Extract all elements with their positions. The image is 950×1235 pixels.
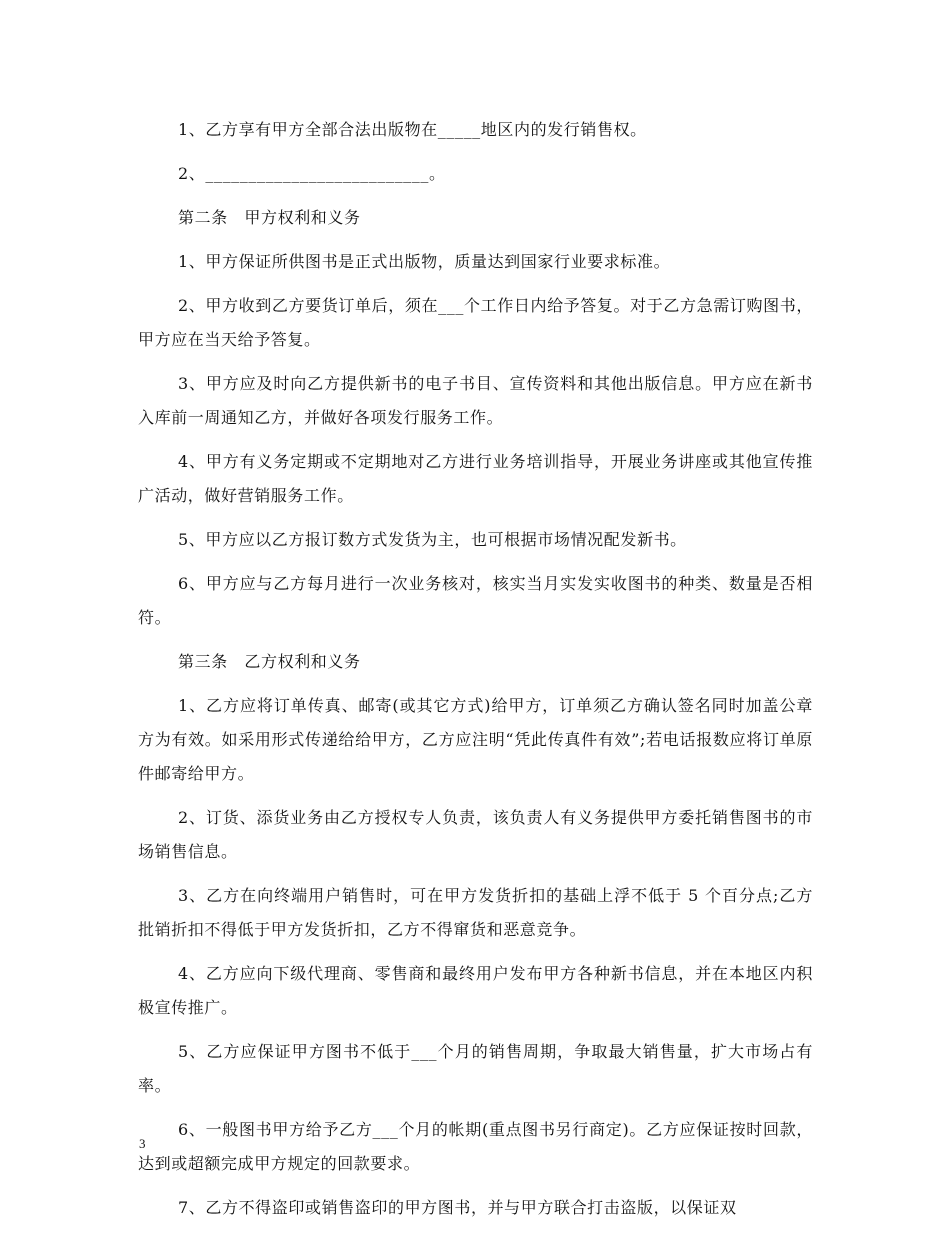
document-body xyxy=(138,113,813,1235)
section-heading-article-3: 第三条 乙方权利和义务 xyxy=(178,652,361,671)
paragraph-article-2-item-5: 5、甲方应以乙方报订数方式发货为主，也可根据市场情况配发新书。 xyxy=(178,530,687,549)
paragraph-clause-1-1: 1、乙方享有甲方全部合法出版物在_____地区内的发行销售权。 xyxy=(178,120,647,139)
paragraph-article-2-item-1: 1、甲方保证所供图书是正式出版物，质量达到国家行业要求标准。 xyxy=(178,252,671,271)
paragraph-article-2-item-4: 4、甲方有义务定期或不定期地对乙方进行业务培训指导，开展业务讲座或其他宣传推广活动，做好营销服务工作。 xyxy=(138,452,813,505)
paragraph-article-3-item-6: 6、一般图书甲方给予乙方___个月的帐期(重点图书另行商定)。乙方应保证按时回款，达到或超额完成甲方规定的回款要求。 xyxy=(138,1120,813,1173)
paragraph-article-3-item-7: 7、乙方不得盗印或销售盗印的甲方图书，并与甲方联合打击盗版，以保证双 xyxy=(178,1198,737,1217)
paragraph-article-3-item-2: 2、订货、添货业务由乙方授权专人负责，该负责人有义务提供甲方委托销售图书的市场销售信息。 xyxy=(138,808,813,861)
paragraph-article-3-item-3: 3、乙方在向终端用户销售时，可在甲方发货折扣的基础上浮不低于 5 个百分点;乙方批销折扣不得低于甲方发货折扣，乙方不得窜货和恶意竞争。 xyxy=(138,886,813,939)
paragraph-clause-1-2: 2、__________________________。 xyxy=(178,164,446,183)
page-number: 3 xyxy=(139,1136,146,1151)
paragraph-article-3-item-4: 4、乙方应向下级代理商、零售商和最终用户发布甲方各种新书信息，并在本地区内积极宣传推广。 xyxy=(138,964,813,1017)
paragraph-article-3-item-5: 5、乙方应保证甲方图书不低于___个月的销售周期，争取最大销售量，扩大市场占有率。 xyxy=(138,1042,813,1095)
paragraph-article-2-item-2: 2、甲方收到乙方要货订单后，须在___个工作日内给予答复。对于乙方急需订购图书，甲方应在当天给予答复。 xyxy=(138,296,813,349)
section-heading-article-2: 第二条 甲方权利和义务 xyxy=(178,208,361,227)
paragraph-article-2-item-6: 6、甲方应与乙方每月进行一次业务核对，核实当月实发实收图书的种类、数量是否相符。 xyxy=(138,574,813,627)
paragraph-article-3-item-1: 1、乙方应将订单传真、邮寄(或其它方式)给甲方，订单须乙方确认签名同时加盖公章方为有效。如采用形式传递给给甲方，乙方应注明“凭此传真件有效”;若电话报数应将订单原件邮寄给甲方。 xyxy=(138,696,813,783)
paragraph-article-2-item-3: 3、甲方应及时向乙方提供新书的电子书目、宣传资料和其他出版信息。甲方应在新书入库前一周通知乙方，并做好各项发行服务工作。 xyxy=(138,374,813,427)
